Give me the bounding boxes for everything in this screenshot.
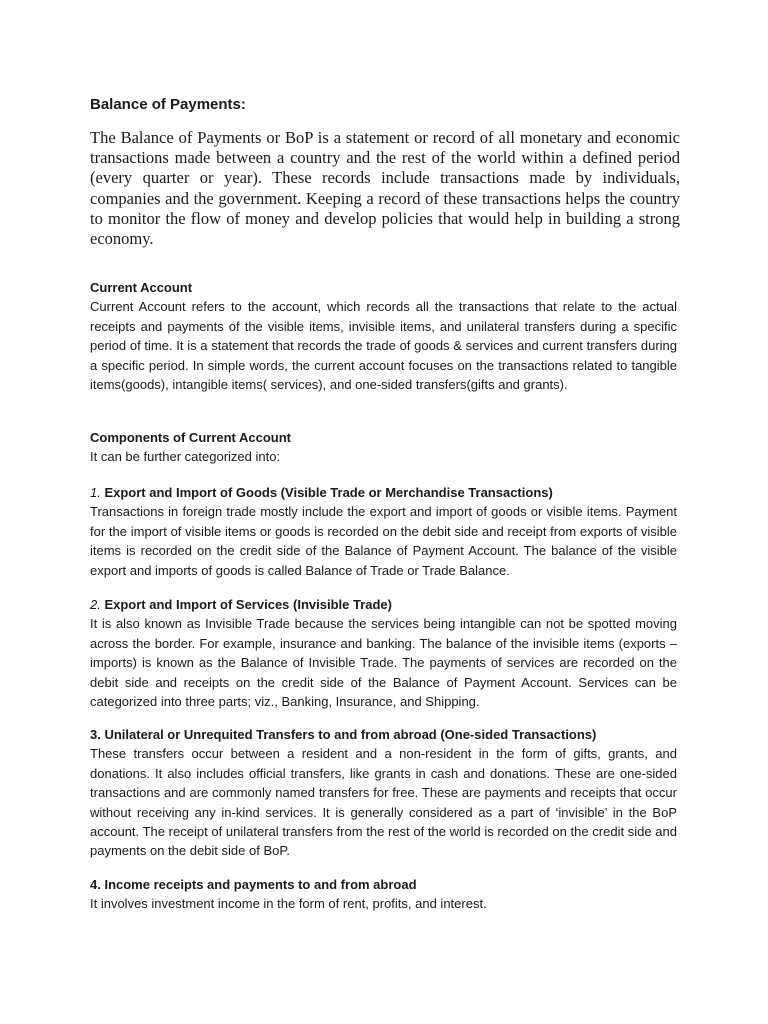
current-account-section xyxy=(90,278,677,394)
current-account-body: Current Account refers to the account, which records all the transactions that relate to the actual receipts and payments of the visible items, invisible items, and unilateral transfers during a specific period of time. It is a statement that records the trade of goods & services and current transfers during a specific period. In simple words, the current account focuses on the transactions related to tangible items(goods), intangible items( services), and one-sided transfers(gifts and grants). xyxy=(90,299,677,393)
item-income-section xyxy=(90,875,677,914)
item-services-body: It is also known as Invisible Trade because the services being intangible can not be spotted moving across the border. For example, insurance and banking. The balance of the invisible items (exports – imports) is known as the Balance of Invisible Trade. The payments of services are recorded on the debit side and receipts on the credit side of the Balance of Payment Account. Services can be categorized into three parts; viz., Banking, Insurance, and Shipping. xyxy=(90,616,677,710)
intro-paragraph: The Balance of Payments or BoP is a statement or record of all monetary and economic transactions made between a country and the rest of the world within a defined period (every quarter or year). These records include transactions made by individuals, companies and the government. Keeping a record of these transactions helps the country to monitor the flow of money and develop policies that would help in building a strong economy. xyxy=(90,128,680,249)
item-transfers-section xyxy=(90,725,677,861)
components-section xyxy=(90,428,677,467)
item-goods-number: 1. xyxy=(90,485,101,500)
item-services-title: Export and Import of Services (Invisible Trade) xyxy=(104,597,392,612)
document-title: Balance of Payments: xyxy=(90,96,246,113)
item-income-body: It involves investment income in the form of rent, profits, and interest. xyxy=(90,896,487,912)
item-transfers-heading: 3. Unilateral or Unrequited Transfers to and from abroad (One-sided Transactions) xyxy=(90,727,597,742)
current-account-heading: Current Account xyxy=(90,280,193,295)
item-transfers-body: These transfers occur between a resident and a non-resident in the form of gifts, grants, and donations. It also includes official transfers, like grants in cash and donations. These are one-sided transactions and are commonly named transfers for free. These are payments and receipts that occur without receiving any in-kind services. It is generally considered as a part of ‘invisible’ in the BoP account. The receipt of unilateral transfers from the rest of the world is recorded on the credit side and payments on the debit side of BoP. xyxy=(90,746,677,859)
components-heading: Components of Current Account xyxy=(90,430,292,445)
item-services-number: 2. xyxy=(90,597,101,612)
item-goods-section xyxy=(90,483,677,580)
item-goods-heading xyxy=(90,483,677,502)
item-income-heading: 4. Income receipts and payments to and from abroad xyxy=(90,877,417,892)
components-body: It can be further categorized into: xyxy=(90,449,281,465)
item-goods-title: Export and Import of Goods (Visible Trade or Merchandise Transactions) xyxy=(104,485,553,500)
item-services-section xyxy=(90,595,677,711)
item-services-heading xyxy=(90,595,677,614)
item-goods-body: Transactions in foreign trade mostly include the export and import of goods or visible items. Payment for the import of visible items or goods is recorded on the debit side and receipt from exports of visible items is recorded on the credit side of the Balance of Payment Account. The balance of the visible export and imports of goods is called Balance of Trade or Trade Balance. xyxy=(90,504,677,578)
